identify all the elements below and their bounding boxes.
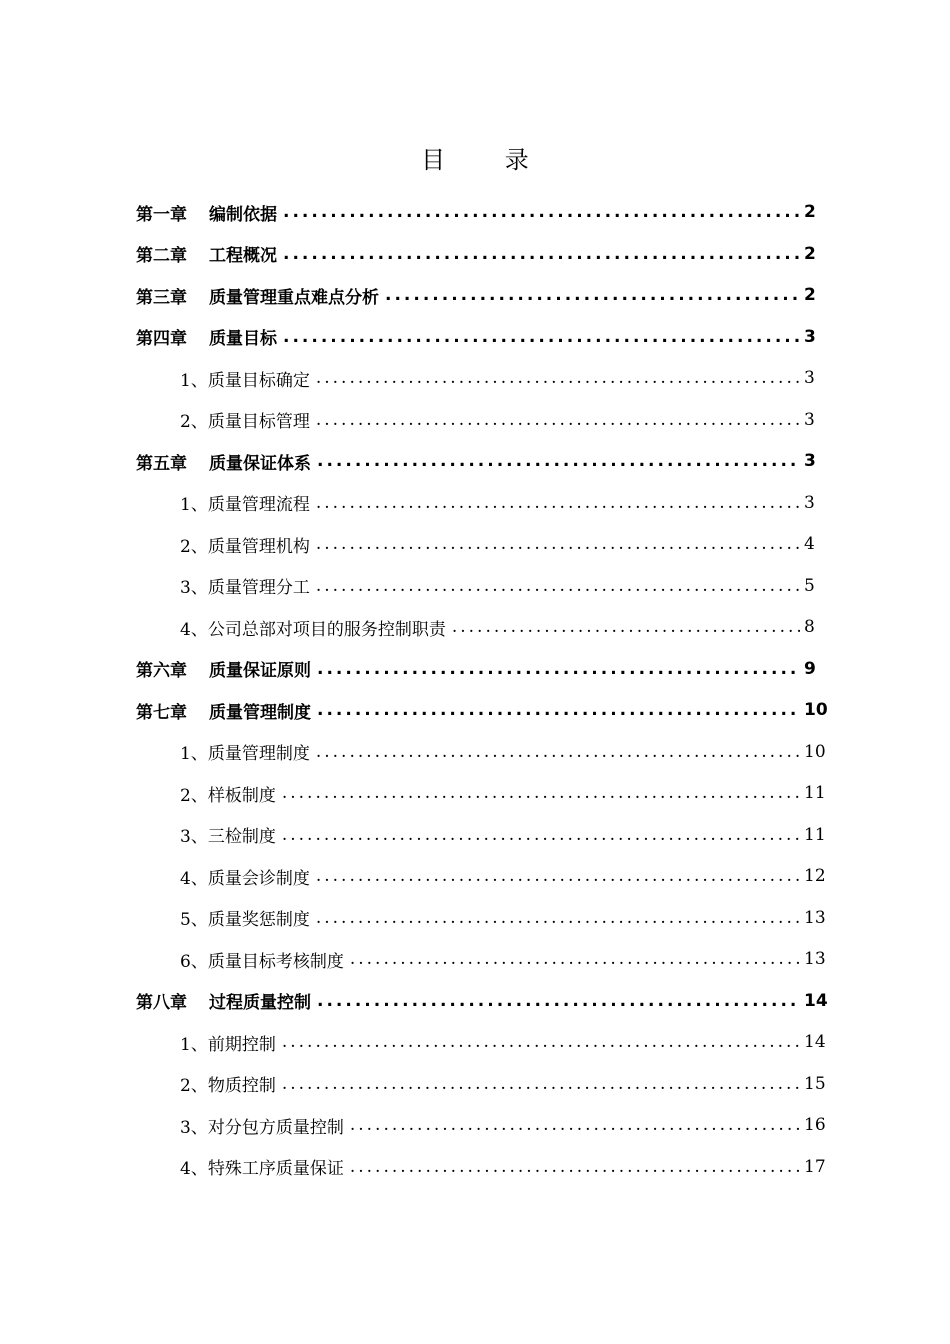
- toc-entry-number: 4、: [180, 868, 208, 889]
- toc-dot-leader: [317, 450, 800, 472]
- toc-entry-title: 质量管理制度: [209, 702, 311, 723]
- toc-dot-leader: [282, 782, 800, 804]
- toc-entry-title: 质量目标考核制度: [207, 951, 344, 972]
- toc-entry-page-number: 3: [804, 368, 815, 388]
- toc-chapter-entry[interactable]: [136, 275, 814, 315]
- toc-entry-page-number: 2: [804, 243, 816, 264]
- toc-section-entry[interactable]: [180, 524, 814, 564]
- toc-entry-page-number: 8: [804, 617, 815, 637]
- toc-entry-number: 1、: [180, 1034, 208, 1055]
- toc-dot-leader: [316, 907, 800, 929]
- toc-entry-number: 4、: [180, 619, 208, 640]
- toc-entry-title: 前期控制: [207, 1034, 276, 1055]
- toc-chapter-entry[interactable]: [136, 981, 828, 1021]
- toc-section-entry[interactable]: [180, 1147, 826, 1187]
- toc-entry-number: 3、: [180, 827, 208, 847]
- toc-entry-page-number: 4: [804, 534, 815, 554]
- toc-chapter-entry[interactable]: [136, 441, 814, 481]
- toc-entry-number: 第三章: [136, 287, 187, 308]
- toc-entry-page-number: 3: [804, 451, 816, 471]
- toc-entry-title: 编制依据: [209, 204, 277, 225]
- toc-section-entry[interactable]: [180, 483, 814, 523]
- toc-dot-leader: [317, 990, 800, 1012]
- toc-entry-page-number: 11: [804, 783, 826, 803]
- toc-section-entry[interactable]: [180, 1064, 826, 1104]
- toc-section-entry[interactable]: [180, 815, 826, 855]
- toc-dot-leader: [350, 948, 800, 970]
- toc-entry-page-number: 2: [804, 285, 816, 305]
- toc-entry-number: 2、: [180, 1076, 208, 1096]
- toc-entry-page-number: 3: [804, 492, 815, 513]
- toc-entry-number: 第二章: [136, 246, 187, 266]
- toc-entry-page-number: 10: [804, 741, 826, 762]
- toc-entry-number: 1、: [180, 744, 208, 764]
- toc-entry-number: 第五章: [136, 453, 187, 474]
- toc-entry-number: 第一章: [136, 204, 187, 225]
- toc-entry-number: 第八章: [136, 993, 187, 1013]
- toc-entry-page-number: 14: [804, 1032, 826, 1052]
- toc-dot-leader: [316, 533, 800, 555]
- toc-section-entry[interactable]: [180, 773, 826, 813]
- toc-dot-leader: [282, 1073, 800, 1095]
- toc-entry-title: 样板制度: [207, 785, 276, 806]
- toc-dot-leader: [317, 699, 800, 721]
- toc-entry-title: 三检制度: [207, 827, 276, 847]
- toc-entry-title: 特殊工序质量保证: [207, 1159, 344, 1179]
- toc-entry-title: 质量保证原则: [209, 661, 311, 681]
- toc-dot-leader: [317, 658, 800, 680]
- toc-entry-number: 第四章: [136, 329, 187, 349]
- toc-chapter-entry[interactable]: [136, 690, 828, 730]
- toc-dot-leader: [350, 1114, 800, 1136]
- toc-chapter-entry[interactable]: [136, 317, 814, 357]
- toc-entry-title: 物质控制: [207, 1076, 276, 1096]
- toc-entry-number: 第六章: [136, 661, 187, 681]
- toc-entry-page-number: 12: [804, 866, 826, 886]
- toc-dot-leader: [283, 201, 800, 223]
- toc-entry-title: 质量管理机构: [207, 536, 310, 557]
- toc-entry-title: 质量会诊制度: [207, 868, 310, 889]
- toc-entry-page-number: 14: [804, 990, 828, 1011]
- toc-entry-page-number: 9: [804, 658, 816, 679]
- toc-section-entry[interactable]: [180, 732, 826, 772]
- toc-section-entry[interactable]: [180, 898, 826, 938]
- toc-entry-page-number: 16: [804, 1115, 826, 1135]
- toc-dot-leader: [316, 492, 800, 514]
- toc-entry-number: 5、: [180, 910, 208, 930]
- toc-dot-leader: [316, 865, 800, 887]
- toc-entry-number: 6、: [180, 951, 208, 972]
- toc-entry-title: 质量目标确定: [207, 370, 310, 391]
- toc-entry-page-number: 2: [804, 202, 816, 222]
- toc-entry-page-number: 3: [804, 409, 815, 430]
- toc-entry-page-number: 17: [804, 1156, 826, 1177]
- toc-dot-leader: [282, 824, 800, 846]
- toc-dot-leader: [385, 284, 800, 306]
- toc-chapter-entry[interactable]: [136, 649, 814, 689]
- toc-entry-number: 1、: [180, 370, 208, 391]
- toc-entry-number: 2、: [180, 785, 208, 806]
- toc-section-entry[interactable]: [180, 358, 814, 398]
- toc-entry-title: 质量奖惩制度: [207, 910, 310, 930]
- toc-entry-title: 过程质量控制: [209, 993, 311, 1013]
- toc-dot-leader: [316, 409, 800, 431]
- toc-dot-leader: [452, 616, 800, 638]
- toc-entry-page-number: 3: [804, 326, 816, 347]
- toc-chapter-entry[interactable]: [136, 234, 814, 274]
- toc-entry-number: 第七章: [136, 702, 187, 723]
- toc-entry-page-number: 13: [804, 907, 826, 928]
- toc-section-entry[interactable]: [180, 856, 826, 896]
- toc-entry-number: 3、: [180, 1117, 208, 1138]
- toc-entry-number: 2、: [180, 412, 208, 432]
- toc-entry-number: 4、: [180, 1159, 208, 1179]
- toc-dot-leader: [316, 367, 800, 389]
- toc-dot-leader: [283, 326, 800, 348]
- toc-entry-page-number: 5: [804, 575, 815, 596]
- toc-section-entry[interactable]: [180, 1022, 826, 1062]
- toc-dot-leader: [350, 1156, 800, 1178]
- toc-entry-page-number: 10: [804, 700, 828, 720]
- toc-section-entry[interactable]: [180, 607, 814, 647]
- page-title: 目 录: [421, 146, 555, 174]
- toc-entry-number: 1、: [180, 495, 208, 515]
- toc-entry-title: 质量管理重点难点分析: [209, 287, 379, 308]
- toc-entry-page-number: 11: [804, 824, 826, 845]
- toc-section-entry[interactable]: [180, 939, 826, 979]
- toc-section-entry[interactable]: [180, 1105, 826, 1145]
- toc-dot-leader: [316, 575, 800, 597]
- toc-entry-title: 质量管理分工: [207, 578, 310, 598]
- toc-entry-title: 质量目标管理: [207, 412, 310, 432]
- toc-chapter-entry[interactable]: [136, 192, 814, 232]
- toc-entry-title: 质量管理流程: [207, 495, 310, 515]
- toc-entry-page-number: 13: [804, 949, 826, 969]
- toc-entry-title: 工程概况: [209, 246, 277, 266]
- toc-entry-page-number: 15: [804, 1073, 826, 1094]
- toc-entry-number: 3、: [180, 578, 208, 598]
- toc-section-entry[interactable]: [180, 566, 814, 606]
- toc-entry-title: 质量保证体系: [209, 453, 311, 474]
- toc-dot-leader: [283, 243, 800, 265]
- toc-entry-title: 对分包方质量控制: [207, 1117, 344, 1138]
- toc-section-entry[interactable]: [180, 400, 814, 440]
- toc-dot-leader: [316, 741, 800, 763]
- toc-entry-number: 2、: [180, 536, 208, 557]
- toc-entry-title: 公司总部对项目的服务控制职责: [207, 619, 446, 640]
- toc-entry-title: 质量管理制度: [207, 744, 310, 764]
- toc-entry-title: 质量目标: [209, 329, 277, 349]
- toc-dot-leader: [282, 1031, 800, 1053]
